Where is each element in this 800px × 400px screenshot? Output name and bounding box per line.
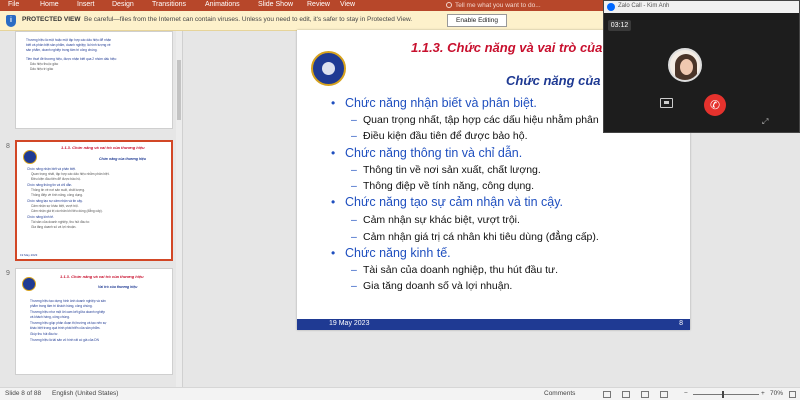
zoom-out-icon[interactable]: − bbox=[684, 390, 688, 397]
sub-bullet-item bbox=[351, 280, 513, 292]
sub-bullet-text: Điều kiện đầu tiên để được bảo hộ. bbox=[363, 130, 528, 142]
tab-insert[interactable]: Insert bbox=[77, 1, 95, 8]
slide-counter: Slide 8 of 88 bbox=[5, 390, 42, 397]
thumb-line: Thông tin về nơi sản xuất, chất lượng. bbox=[31, 188, 85, 192]
bullet-dot-icon: • bbox=[331, 96, 336, 110]
tell-me-search[interactable]: Tell me what you want to do... bbox=[455, 2, 541, 9]
zoom-in-icon[interactable]: + bbox=[761, 390, 765, 397]
slide-thumbnail-9[interactable] bbox=[15, 268, 173, 375]
bullet-text: Chức năng kinh tế. bbox=[345, 246, 451, 260]
enable-editing-button[interactable]: Enable Editing bbox=[447, 14, 507, 27]
thumb-line: Thông điệp về tính năng, công dụng. bbox=[31, 193, 83, 197]
tab-file[interactable]: File bbox=[8, 1, 20, 8]
zalo-title-bar[interactable] bbox=[604, 1, 799, 13]
bullet-item bbox=[331, 96, 537, 110]
tab-review[interactable]: Review bbox=[307, 1, 330, 8]
thumb-subtitle: Vai trò của thương hiệu bbox=[98, 285, 138, 289]
normal-view-icon[interactable] bbox=[603, 391, 611, 398]
expand-icon[interactable]: ⤢ bbox=[762, 117, 769, 126]
sub-bullet-text: Quan trọng nhất, tập hợp các dấu hiệu nhằm phân bbox=[363, 114, 599, 126]
dash-icon: – bbox=[351, 264, 357, 276]
bullet-dot-icon: • bbox=[331, 246, 336, 260]
dash-icon: – bbox=[351, 280, 357, 292]
slide-footer bbox=[297, 319, 690, 330]
dash-icon: – bbox=[351, 130, 357, 142]
bullet-item bbox=[331, 146, 523, 160]
dash-icon: – bbox=[351, 180, 357, 192]
zoom-slider-knob[interactable] bbox=[722, 391, 724, 398]
zalo-call-window[interactable] bbox=[603, 0, 800, 133]
bullet-item bbox=[331, 195, 564, 209]
thumb-line: phẩm trong tâm trí khách hàng, công chúng. bbox=[30, 304, 93, 308]
bullet-text: Chức năng nhận biết và phân biệt. bbox=[345, 96, 537, 110]
slide-show-icon[interactable] bbox=[660, 391, 668, 398]
tab-animations[interactable]: Animations bbox=[205, 1, 240, 8]
sub-bullet-item bbox=[351, 164, 541, 176]
sub-bullet-item bbox=[351, 114, 599, 126]
lightbulb-icon bbox=[446, 2, 452, 8]
slide-number: 9 bbox=[6, 270, 10, 277]
slide-page-number: 8 bbox=[679, 320, 683, 327]
language-indicator[interactable]: English (United States) bbox=[52, 390, 119, 397]
thumb-line: Chức năng tạo sự cảm nhận và tin cậy. bbox=[27, 199, 83, 203]
thumb-line: Dấu hiệu thuộc giác bbox=[30, 62, 59, 66]
slide-subtitle: Chức năng của bbox=[506, 73, 601, 88]
sub-bullet-text: Tài sản của doanh nghiệp, thu hút đầu tư. bbox=[363, 264, 559, 276]
university-logo bbox=[22, 277, 36, 291]
thumb-line: Thương hiệu là tài sản vô hình rất có giá của DN bbox=[30, 338, 99, 342]
dash-icon: – bbox=[351, 214, 357, 226]
sub-bullet-item bbox=[351, 214, 520, 226]
dash-icon: – bbox=[351, 231, 357, 243]
zalo-call-title: Zalo Call - Kim Anh bbox=[618, 3, 670, 9]
tab-design[interactable]: Design bbox=[112, 1, 134, 8]
end-call-button[interactable]: ✆ bbox=[704, 94, 726, 116]
slide-date: 19 May 2023 bbox=[329, 320, 370, 327]
bullet-text: Chức năng thông tin và chỉ dẫn. bbox=[345, 146, 523, 160]
thumb-line: Quan trọng nhất, tập hợp các dấu hiệu nhằm phân biệt. bbox=[31, 172, 110, 176]
thumbnail-scroll-thumb[interactable] bbox=[177, 60, 181, 120]
university-logo bbox=[311, 51, 346, 86]
thumb-line: Điều kiện đầu tiên để được bảo hộ. bbox=[31, 177, 81, 181]
dash-icon: – bbox=[351, 114, 357, 126]
thumb-date: 19 May 2023 bbox=[20, 253, 38, 257]
sub-bullet-text: Gia tăng doanh số và lợi nhuận. bbox=[363, 280, 513, 292]
thumb-line: Chức năng nhận biết và phân biệt. bbox=[27, 167, 76, 171]
university-logo bbox=[23, 150, 37, 164]
sub-bullet-item bbox=[351, 231, 599, 243]
tab-home[interactable]: Home bbox=[40, 1, 59, 8]
sub-bullet-text: Cảm nhận sự khác biệt, vượt trội. bbox=[363, 214, 520, 226]
tab-view[interactable]: View bbox=[340, 1, 356, 8]
slide-title: 1.1.3. Chức năng và vai trò của bbox=[411, 40, 603, 55]
thumb-line: Giúp thu hút đầu tư. bbox=[30, 332, 59, 336]
thumb-title: 1.1.3. Chức năng và vai trò của thương hiệu bbox=[61, 145, 145, 150]
thumb-line: Thương hiệu giúp phân đoạn thị trường và tạo nên sự bbox=[30, 321, 107, 325]
thumb-line: Chức năng thông tin và chỉ dẫn. bbox=[27, 183, 73, 187]
thumb-line: sản phẩm, doanh nghiệp trong tâm trí công chúng. bbox=[26, 48, 98, 52]
protected-view-message: Be careful—files from the Internet can contain viruses. Unless you need to edit, it's safer to stay in Protected View. bbox=[84, 16, 413, 23]
bullet-text: Chức năng tạo sự cảm nhận và tin cậy. bbox=[345, 195, 564, 209]
reading-view-icon[interactable] bbox=[641, 391, 649, 398]
screen-share-icon[interactable] bbox=[660, 98, 673, 108]
slide-thumbnail-7[interactable] bbox=[15, 31, 173, 129]
bullet-dot-icon: • bbox=[331, 146, 336, 160]
slide-sorter-icon[interactable] bbox=[622, 391, 630, 398]
slide-number: 8 bbox=[6, 143, 10, 150]
thumb-line: Thương hiệu là một hoặc một tập hợp các dấu hiệu để nhận bbox=[26, 38, 112, 42]
shield-icon: i bbox=[6, 15, 16, 27]
dash-icon: – bbox=[351, 164, 357, 176]
comments-button[interactable]: Comments bbox=[544, 390, 576, 397]
thumb-line: Thương hiệu như một lời cam kết giữa doanh nghiệp bbox=[30, 310, 106, 314]
zoom-slider[interactable] bbox=[693, 394, 759, 395]
sub-bullet-item bbox=[351, 130, 528, 142]
tab-slide-show[interactable]: Slide Show bbox=[258, 1, 294, 8]
call-timer: 03:12 bbox=[608, 20, 631, 31]
thumb-line: Cảm nhận giá trị cá nhân khi tiêu dùng (đẳng cấp). bbox=[31, 209, 103, 213]
thumb-line: Thương hiệu tạo dựng hình ảnh doanh nghiệp và sản bbox=[30, 299, 106, 303]
thumb-line: khác biệt trong quá trình phát triển của sản phẩm. bbox=[30, 326, 101, 330]
thumb-line: Cảm nhận sự khác biệt, vượt trội. bbox=[31, 204, 79, 208]
tab-transitions[interactable]: Transitions bbox=[152, 1, 186, 8]
zoom-level[interactable]: 70% bbox=[770, 390, 784, 397]
sub-bullet-text: Thông điệp về tính năng, công dụng. bbox=[363, 180, 535, 192]
slide-thumbnail-8[interactable] bbox=[15, 140, 173, 261]
thumb-line: Gia tăng doanh số và lợi nhuận. bbox=[31, 225, 77, 229]
sub-bullet-text: Cảm nhận giá trị cá nhân khi tiêu dùng (đẳng cấp). bbox=[363, 231, 599, 243]
thumb-line: và khách hàng, công chúng. bbox=[30, 315, 70, 319]
thumb-subtitle: Chức năng của thương hiệu bbox=[99, 157, 147, 161]
sub-bullet-item bbox=[351, 264, 559, 276]
thumb-line: Tiền thuế đề thương hiệu, được nhận biết qua 2 nhóm dấu hiệu: bbox=[26, 57, 117, 61]
fit-to-window-icon[interactable] bbox=[789, 391, 796, 398]
sub-bullet-item bbox=[351, 180, 535, 192]
status-bar bbox=[0, 387, 800, 400]
thumb-title: 1.1.3. Chức năng và vai trò của thương hiệu bbox=[60, 274, 144, 279]
bullet-item bbox=[331, 246, 451, 260]
thumb-line: Tài sản của doanh nghiệp, thu hút đầu tư. bbox=[31, 220, 91, 224]
thumb-line: Chức năng kinh tế. bbox=[27, 215, 54, 219]
caller-avatar bbox=[668, 48, 702, 82]
bullet-dot-icon: • bbox=[331, 195, 336, 209]
zalo-logo-icon bbox=[607, 3, 615, 11]
protected-view-title: PROTECTED VIEW bbox=[22, 16, 81, 23]
thumb-line: Dấu hiệu trí giác bbox=[30, 67, 54, 71]
thumb-line: biết và phân biệt sản phẩm, doanh nghiệp; là hình tượng về bbox=[26, 43, 111, 47]
sub-bullet-text: Thông tin về nơi sản xuất, chất lượng. bbox=[363, 164, 541, 176]
